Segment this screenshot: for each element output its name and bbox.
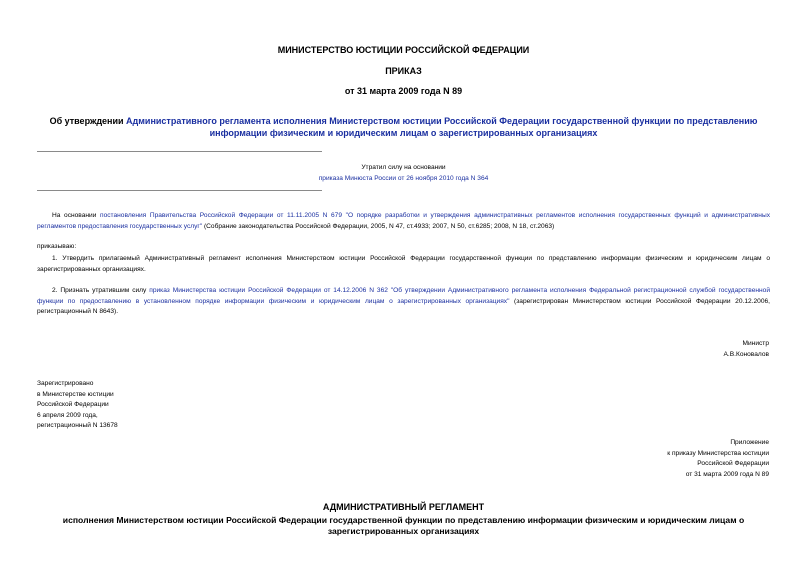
separator-bottom: [37, 190, 322, 191]
document-title: [40, 115, 767, 139]
registration-line: регистрационный N 13678: [37, 422, 118, 429]
appendix-line: Российской Федерации: [697, 460, 769, 467]
repeal-order-link[interactable]: приказа Минюста России от 26 ноября 2010 года N 364: [318, 175, 489, 182]
document-date-number: от 31 марта 2009 года N 89: [344, 86, 463, 96]
basis-resolution-link[interactable]: постановления Правительства Российской Федерации от 11.11.2005 N 679 "О порядке разработки и утверждения административных регламентов исполнения государственных функций и административных регламентов предоставления государственных услуг": [37, 212, 770, 230]
title-prefix: Об утверждении: [49, 116, 127, 126]
appendix-line: от 31 марта 2009 года N 89: [685, 470, 769, 478]
appendix-line: Приложение: [730, 439, 769, 446]
document-type: ПРИКАЗ: [385, 66, 422, 76]
item2-prefix: 2. Признать утратившим силу: [52, 287, 150, 294]
item2-suffix: (зарегистрирован Министерством юстиции Российской Федерации 20.12.2006, регистрационный N 8643).: [37, 297, 770, 315]
basis-suffix: (Собрание законодательства Российской Федерации, 2005, N 47, ст.4933; 2007, N 50, ст.6285; 2008, N 18, ст.2063): [202, 222, 555, 230]
repeal-note: Утратил силу на основании: [361, 164, 446, 171]
signature-position: Министр: [742, 340, 769, 347]
orders-text: приказываю:: [37, 243, 77, 250]
registration-line: 6 апреля 2009 года,: [37, 411, 98, 419]
registration-line: Российской Федерации: [37, 401, 109, 408]
appendix-line: к приказу Министерства юстиции: [667, 449, 769, 457]
separator-top: [37, 151, 322, 152]
registration-block: [37, 379, 118, 432]
appendix-block: [500, 438, 769, 480]
title-regulation-link[interactable]: Административного регламента исполнения Министерством юстиции Российской Федерации государственной функции по представлению информации физическим и юридическим лицам о зарегистрированных организациях: [126, 116, 758, 138]
registration-line: в Министерстве юстиции: [37, 390, 114, 398]
signature-name: А.В.Коновалов: [723, 351, 769, 358]
repealed-order-link[interactable]: приказ Министерства юстиции Российской Федерации от 14.12.2006 N 362 "Об утверждении Административного регламента исполнения Федеральной регистрационной службой государственной функции по предоставлению в установленном порядке информации физическим и юридическим лицам о зарегистрированных организациях": [37, 287, 770, 305]
ministry-heading: МИНИСТЕРСТВО ЮСТИЦИИ РОССИЙСКОЙ ФЕДЕРАЦИИ: [277, 45, 530, 55]
regulation-subtitle: исполнения Министерством юстиции Российской Федерации государственной функции по представлению информации физическим и юридическим лицам о зарегистрированных организациях: [62, 515, 745, 536]
regulation-heading: АДМИНИСТРАТИВНЫЙ РЕГЛАМЕНТ: [322, 502, 485, 512]
order-item-1: 1. Утвердить прилагаемый Административный регламент исполнения Министерством юстиции Российской Федерации государственной функции по представлению информации физическим и юридическим лицам о зарегистрированных организациях.: [37, 255, 770, 273]
basis-paragraph: [37, 211, 770, 232]
order-item-2: [37, 286, 770, 318]
registration-line: Зарегистрировано: [37, 380, 94, 387]
basis-prefix: На основании: [52, 212, 101, 219]
